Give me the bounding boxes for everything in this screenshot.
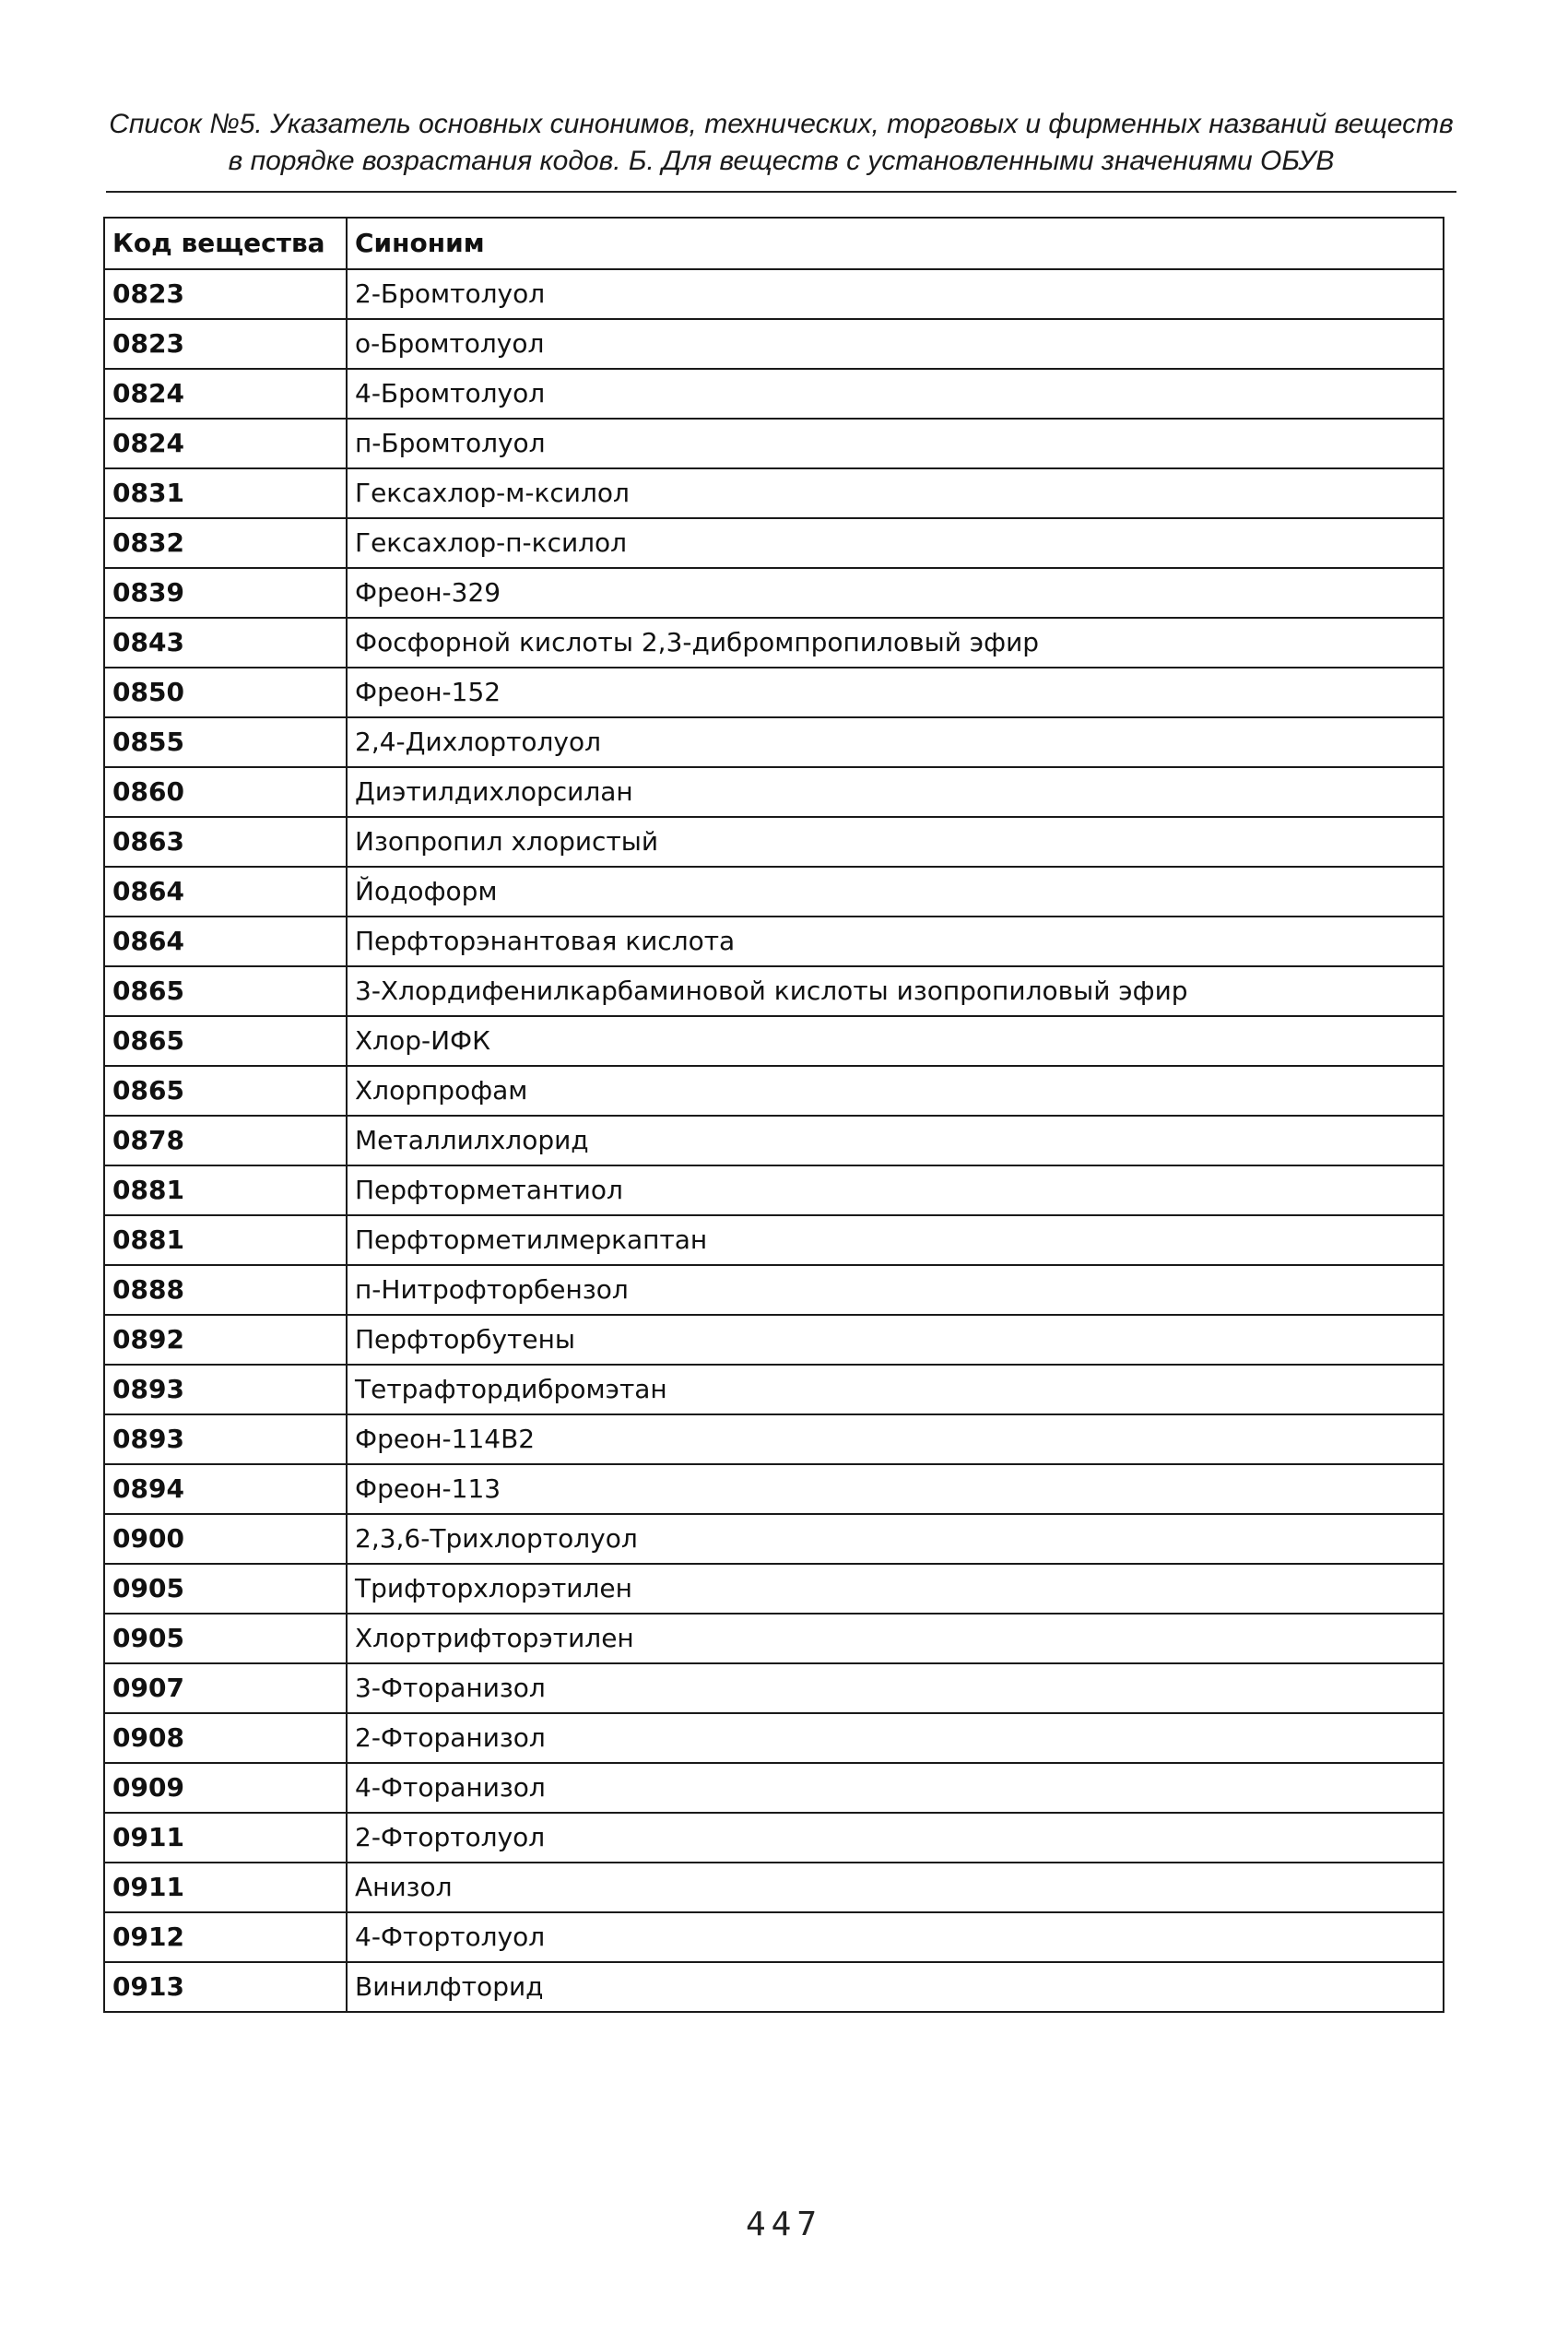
- table-row: [104, 618, 1444, 668]
- cell-substance-code: 0823: [104, 319, 347, 369]
- cell-synonym: 4-Фторанизол: [347, 1763, 1444, 1813]
- cell-synonym: Йодоформ: [347, 867, 1444, 917]
- cell-substance-code: 0911: [104, 1813, 347, 1863]
- table-row: [104, 1763, 1444, 1813]
- cell-substance-code: 0908: [104, 1713, 347, 1763]
- table-row: [104, 269, 1444, 319]
- cell-synonym: Гексахлор-п-ксилол: [347, 518, 1444, 568]
- cell-synonym: 2-Бромтолуол: [347, 269, 1444, 319]
- cell-substance-code: 0878: [104, 1116, 347, 1165]
- table-row: [104, 867, 1444, 917]
- cell-synonym: Винилфторид: [347, 1962, 1444, 2012]
- cell-substance-code: 0823: [104, 269, 347, 319]
- table-row: [104, 1165, 1444, 1215]
- table-row: [104, 1912, 1444, 1962]
- cell-substance-code: 0850: [104, 668, 347, 717]
- cell-substance-code: 0881: [104, 1165, 347, 1215]
- table-row: [104, 767, 1444, 817]
- header-divider: [106, 191, 1456, 193]
- cell-substance-code: 0894: [104, 1464, 347, 1514]
- table-row: [104, 1614, 1444, 1663]
- table-row: [104, 1265, 1444, 1315]
- cell-substance-code: 0865: [104, 966, 347, 1016]
- cell-synonym: 2-Фторанизол: [347, 1713, 1444, 1763]
- cell-synonym: Гексахлор-м-ксилол: [347, 468, 1444, 518]
- cell-substance-code: 0900: [104, 1514, 347, 1564]
- synonym-table: [103, 217, 1444, 2013]
- table-header-row: [104, 218, 1444, 269]
- table-row: [104, 1813, 1444, 1863]
- cell-substance-code: 0865: [104, 1066, 347, 1116]
- cell-substance-code: 0893: [104, 1414, 347, 1464]
- cell-synonym: Анизол: [347, 1863, 1444, 1912]
- cell-substance-code: 0863: [104, 817, 347, 867]
- table-row: [104, 468, 1444, 518]
- cell-synonym: 2,4-Дихлортолуол: [347, 717, 1444, 767]
- cell-substance-code: 0860: [104, 767, 347, 817]
- table-row: [104, 668, 1444, 717]
- cell-substance-code: 0865: [104, 1016, 347, 1066]
- cell-substance-code: 0831: [104, 468, 347, 518]
- cell-substance-code: 0913: [104, 1962, 347, 2012]
- table-row: [104, 1066, 1444, 1116]
- cell-substance-code: 0864: [104, 917, 347, 966]
- table-row: [104, 1116, 1444, 1165]
- table-row: [104, 518, 1444, 568]
- cell-synonym: Изопропил хлористый: [347, 817, 1444, 867]
- cell-synonym: 2-Фтортолуол: [347, 1813, 1444, 1863]
- cell-synonym: Фреон-329: [347, 568, 1444, 618]
- cell-substance-code: 0905: [104, 1564, 347, 1614]
- cell-synonym: Фосфорной кислоты 2,3-дибромпропиловый эфир: [347, 618, 1444, 668]
- table-row: [104, 568, 1444, 618]
- page-header-line-2: в порядке возрастания кодов. Б. Для веществ с установленными значениями ОБУВ: [228, 146, 1335, 176]
- cell-substance-code: 0843: [104, 618, 347, 668]
- table-row: [104, 966, 1444, 1016]
- table-row: [104, 1016, 1444, 1066]
- cell-synonym: Хлор-ИФК: [347, 1016, 1444, 1066]
- cell-synonym: Перфторметантиол: [347, 1165, 1444, 1215]
- cell-synonym: Диэтилдихлорсилан: [347, 767, 1444, 817]
- table-row: [104, 1514, 1444, 1564]
- page-number: 447: [745, 2206, 823, 2243]
- table-body: [104, 269, 1444, 2012]
- cell-substance-code: 0905: [104, 1614, 347, 1663]
- table-row: [104, 817, 1444, 867]
- cell-synonym: 4-Фтортолуол: [347, 1912, 1444, 1962]
- table-row: [104, 1215, 1444, 1265]
- cell-substance-code: 0909: [104, 1763, 347, 1813]
- column-header-synonym: Синоним: [347, 218, 1444, 269]
- cell-substance-code: 0911: [104, 1863, 347, 1912]
- table-row: [104, 1365, 1444, 1414]
- cell-substance-code: 0892: [104, 1315, 347, 1365]
- table-row: [104, 1464, 1444, 1514]
- cell-synonym: 4-Бромтолуол: [347, 369, 1444, 419]
- cell-synonym: Перфторэнантовая кислота: [347, 917, 1444, 966]
- cell-synonym: Перфторметилмеркаптан: [347, 1215, 1444, 1265]
- cell-substance-code: 0864: [104, 867, 347, 917]
- table-row: [104, 1962, 1444, 2012]
- cell-synonym: Металлилхлорид: [347, 1116, 1444, 1165]
- cell-synonym: Фреон-114В2: [347, 1414, 1444, 1464]
- cell-substance-code: 0907: [104, 1663, 347, 1713]
- cell-synonym: о-Бромтолуол: [347, 319, 1444, 369]
- table-row: [104, 1315, 1444, 1365]
- page-header: [106, 106, 1456, 180]
- cell-substance-code: 0824: [104, 419, 347, 468]
- table-row: [104, 419, 1444, 468]
- cell-substance-code: 0832: [104, 518, 347, 568]
- page-header-line-1: Список №5. Указатель основных синонимов, технических, торговых и фирменных названий веществ: [109, 109, 1454, 139]
- cell-synonym: 3-Фторанизол: [347, 1663, 1444, 1713]
- cell-synonym: Фреон-113: [347, 1464, 1444, 1514]
- cell-synonym: п-Бромтолуол: [347, 419, 1444, 468]
- cell-synonym: Хлорпрофам: [347, 1066, 1444, 1116]
- table-row: [104, 1863, 1444, 1912]
- cell-substance-code: 0893: [104, 1365, 347, 1414]
- table-row: [104, 1713, 1444, 1763]
- cell-substance-code: 0855: [104, 717, 347, 767]
- table-row: [104, 1414, 1444, 1464]
- cell-synonym: Перфторбутены: [347, 1315, 1444, 1365]
- cell-substance-code: 0888: [104, 1265, 347, 1315]
- cell-substance-code: 0824: [104, 369, 347, 419]
- cell-synonym: Хлортрифторэтилен: [347, 1614, 1444, 1663]
- cell-synonym: п-Нитрофторбензол: [347, 1265, 1444, 1315]
- table-row: [104, 369, 1444, 419]
- cell-substance-code: 0881: [104, 1215, 347, 1265]
- table-row: [104, 917, 1444, 966]
- table-row: [104, 1663, 1444, 1713]
- table-row: [104, 717, 1444, 767]
- cell-substance-code: 0839: [104, 568, 347, 618]
- table-row: [104, 1564, 1444, 1614]
- cell-synonym: Трифторхлорэтилен: [347, 1564, 1444, 1614]
- cell-synonym: Фреон-152: [347, 668, 1444, 717]
- cell-synonym: 2,3,6-Трихлортолуол: [347, 1514, 1444, 1564]
- table-row: [104, 319, 1444, 369]
- column-header-code: Код вещества: [104, 218, 347, 269]
- cell-substance-code: 0912: [104, 1912, 347, 1962]
- cell-synonym: Тетрафтордибромэтан: [347, 1365, 1444, 1414]
- cell-synonym: 3-Хлордифенилкарбаминовой кислоты изопропиловый эфир: [347, 966, 1444, 1016]
